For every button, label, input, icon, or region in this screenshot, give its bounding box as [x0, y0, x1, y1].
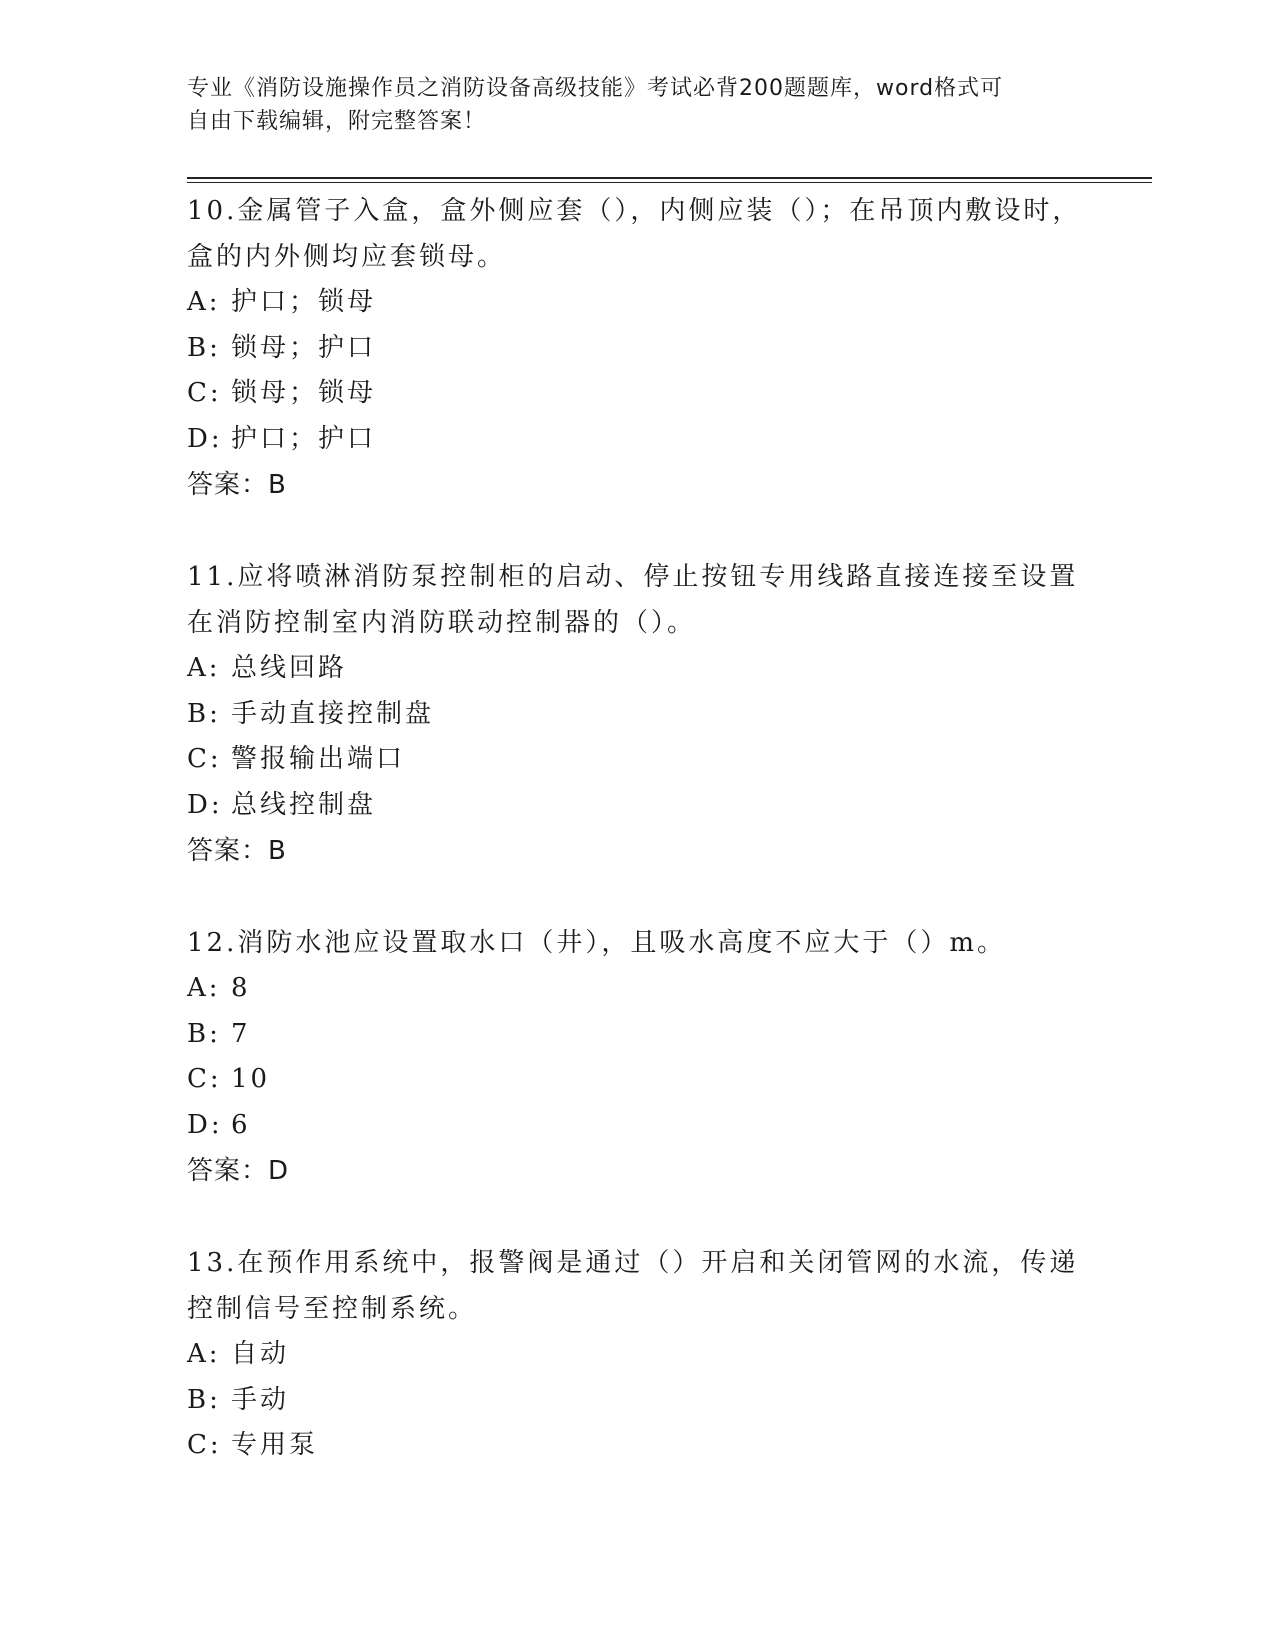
- option-text: 护口；护口: [231, 423, 377, 454]
- question-13: [187, 1240, 1087, 1469]
- header-divider-thick: [187, 177, 1152, 179]
- option-c: [187, 1057, 1087, 1103]
- option-letter: B:: [187, 1384, 221, 1415]
- question-12: [187, 920, 1087, 1194]
- option-letter: B:: [187, 332, 221, 363]
- option-d: [187, 417, 1087, 463]
- option-c: [187, 737, 1087, 783]
- question-10: [187, 188, 1087, 508]
- option-letter: D:: [187, 789, 223, 820]
- option-d: [187, 783, 1087, 829]
- option-text: 警报输出端口: [231, 744, 406, 774]
- option-text: 手动: [231, 1384, 290, 1415]
- option-text: 6: [231, 1109, 251, 1140]
- option-letter: C:: [187, 378, 222, 408]
- option-text: 自动: [231, 1339, 290, 1369]
- header-line-1: 专业《消防设施操作员之消防设备高级技能》考试必背200题题库，word格式可: [187, 76, 1004, 101]
- option-b: [187, 326, 1087, 372]
- option-letter: C:: [187, 744, 222, 774]
- question-stem: 12.消防水池应设置取水口（井），且吸水高度不应大于（）m。: [187, 928, 1007, 958]
- option-a: [187, 966, 1087, 1012]
- option-letter: A:: [187, 1339, 221, 1369]
- answer-line: 答案：D: [187, 1156, 290, 1186]
- option-letter: B:: [187, 698, 221, 729]
- option-text: 护口；锁母: [231, 287, 377, 317]
- answer-line: 答案：B: [187, 470, 287, 500]
- option-text: 总线控制盘: [231, 789, 377, 820]
- option-a: [187, 280, 1087, 326]
- option-letter: C:: [187, 1064, 222, 1094]
- option-b: [187, 1378, 1087, 1424]
- option-text: 总线回路: [231, 653, 348, 683]
- option-text: 10: [231, 1064, 271, 1094]
- question-list: [187, 188, 1087, 1515]
- answer-line: 答案：B: [187, 836, 287, 866]
- header-divider-thin: [187, 182, 1152, 183]
- question-stem: 13.在预作用系统中，报警阀是通过（）开启和关闭管网的水流，传递控制信号至控制系统。: [187, 1248, 1079, 1324]
- option-d: [187, 1103, 1087, 1149]
- question-stem: 11.应将喷淋消防泵控制柜的启动、停止按钮专用线路直接连接至设置在消防控制室内消防联动控制器的（）。: [187, 562, 1079, 638]
- option-text: 锁母；锁母: [231, 378, 377, 408]
- question-11: [187, 554, 1087, 874]
- option-text: 7: [231, 1018, 251, 1049]
- option-letter: A:: [187, 973, 221, 1003]
- option-a: [187, 646, 1087, 692]
- option-letter: C:: [187, 1430, 222, 1460]
- option-text: 8: [231, 973, 251, 1003]
- option-text: 锁母；护口: [231, 332, 377, 363]
- option-c: [187, 371, 1087, 417]
- option-letter: A:: [187, 653, 221, 683]
- document-header: [187, 72, 1087, 138]
- option-letter: A:: [187, 287, 221, 317]
- option-b: [187, 1012, 1087, 1058]
- option-text: 专用泵: [231, 1430, 319, 1460]
- option-letter: B:: [187, 1018, 221, 1049]
- option-c: [187, 1423, 1087, 1469]
- header-line-2: 自由下载编辑，附完整答案！: [187, 109, 487, 134]
- option-text: 手动直接控制盘: [231, 698, 435, 729]
- option-a: [187, 1332, 1087, 1378]
- option-b: [187, 692, 1087, 738]
- option-letter: D:: [187, 1109, 223, 1140]
- option-letter: D:: [187, 423, 223, 454]
- question-stem: 10.金属管子入盒，盒外侧应套（），内侧应装（）；在吊顶内敷设时，盒的内外侧均应套锁母。: [187, 196, 1082, 272]
